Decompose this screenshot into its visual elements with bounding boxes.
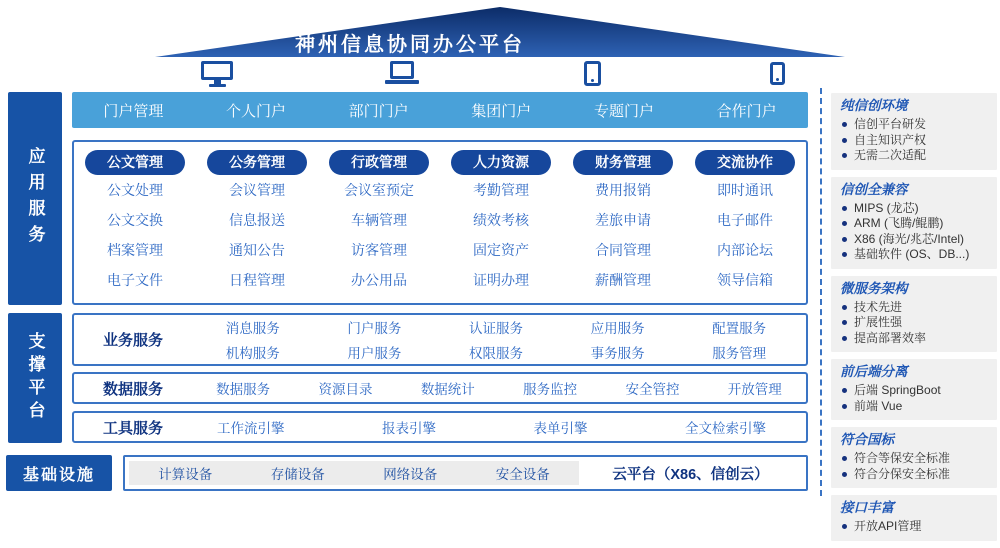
app-column bbox=[74, 142, 196, 303]
bullet-dot-icon bbox=[842, 524, 847, 529]
feature-bullet: 基础软件 (OS、DB...) bbox=[840, 247, 988, 263]
infrastructure-box bbox=[123, 455, 808, 491]
service-item: 数据服务 bbox=[216, 382, 271, 397]
feature-bullet: 提高部署效率 bbox=[840, 331, 988, 347]
tool-services-row bbox=[192, 417, 806, 437]
app-item: 日程管理 bbox=[229, 272, 285, 288]
bullet-dot-icon bbox=[842, 320, 847, 325]
service-item: 安全管控 bbox=[625, 382, 680, 397]
tablet-icon bbox=[572, 61, 612, 89]
app-item: 领导信箱 bbox=[717, 272, 773, 288]
service-item: 认证服务 bbox=[468, 321, 523, 336]
app-item: 公文处理 bbox=[107, 182, 163, 198]
portal-bar bbox=[72, 92, 808, 128]
service-item: 用户服务 bbox=[347, 346, 402, 361]
feature-bullet: 信创平台研发 bbox=[840, 117, 988, 133]
app-item: 电子邮件 bbox=[717, 212, 773, 228]
service-item: 表单引擎 bbox=[533, 421, 588, 436]
feature-bullet: 技术先进 bbox=[840, 300, 988, 316]
feature-section-title: 纯信创环境 bbox=[840, 98, 908, 113]
service-item: 资源目录 bbox=[318, 382, 373, 397]
category-pill: 公务管理 bbox=[207, 150, 307, 175]
bullet-dot-icon bbox=[842, 388, 847, 393]
service-item: 配置服务 bbox=[712, 321, 767, 336]
feature-section bbox=[831, 359, 997, 420]
service-item: 工作流引擎 bbox=[217, 421, 285, 436]
bullet-dot-icon bbox=[842, 153, 847, 158]
app-item: 费用报销 bbox=[595, 182, 651, 198]
app-column bbox=[196, 142, 318, 303]
feature-bullet: MIPS (龙芯) bbox=[840, 201, 988, 217]
bullet-dot-icon bbox=[842, 305, 847, 310]
portal-item: 门户管理 bbox=[103, 102, 164, 120]
data-services-row bbox=[192, 378, 806, 398]
feature-section-title: 符合国标 bbox=[840, 432, 894, 447]
feature-bullet: 符合等保安全标准 bbox=[840, 451, 988, 467]
feature-section-title: 接口丰富 bbox=[840, 500, 894, 515]
feature-section bbox=[831, 177, 997, 269]
device-item: 存储设备 bbox=[270, 467, 325, 482]
tool-services-box bbox=[72, 411, 808, 443]
app-item: 电子文件 bbox=[107, 272, 163, 288]
bullet-dot-icon bbox=[842, 206, 847, 211]
feature-bullet: 扩展性强 bbox=[840, 315, 988, 331]
app-item: 公文交换 bbox=[107, 212, 163, 228]
service-item: 服务监控 bbox=[523, 382, 578, 397]
category-pill: 交流协作 bbox=[695, 150, 795, 175]
app-item: 办公用品 bbox=[351, 272, 407, 288]
box-label: 业务服务 bbox=[102, 332, 163, 349]
feature-bullet: 后端 SpringBoot bbox=[840, 383, 988, 399]
feature-bullet: ARM (飞腾/鲲鹏) bbox=[840, 216, 988, 232]
service-item: 应用服务 bbox=[590, 321, 645, 336]
feature-section bbox=[831, 93, 997, 170]
feature-bullet: 符合分保安全标准 bbox=[840, 467, 988, 483]
layer-label-infrastructure: 基础设施 bbox=[6, 455, 112, 491]
service-item: 权限服务 bbox=[468, 346, 523, 361]
service-item: 服务管理 bbox=[712, 346, 767, 361]
app-item: 合同管理 bbox=[595, 242, 651, 258]
business-services-grid bbox=[192, 317, 806, 362]
feature-bullet: 无需二次适配 bbox=[840, 148, 988, 164]
layer-label-support-platform: 支撑平台 bbox=[8, 313, 62, 443]
app-item: 薪酬管理 bbox=[595, 272, 651, 288]
bullet-dot-icon bbox=[842, 472, 847, 477]
app-item: 车辆管理 bbox=[351, 212, 407, 228]
phone-icon bbox=[757, 61, 797, 89]
device-item: 安全设备 bbox=[495, 467, 550, 482]
data-services-box bbox=[72, 372, 808, 404]
service-item: 消息服务 bbox=[225, 321, 280, 336]
app-item: 访客管理 bbox=[351, 242, 407, 258]
device-item: 计算设备 bbox=[158, 467, 213, 482]
portal-item: 合作门户 bbox=[716, 102, 777, 120]
app-item: 证明办理 bbox=[473, 272, 529, 288]
feature-section bbox=[831, 276, 997, 353]
service-item: 门户服务 bbox=[347, 321, 402, 336]
application-services-box bbox=[72, 140, 808, 305]
feature-section-title: 微服务架构 bbox=[840, 280, 908, 296]
feature-section-title: 信创全兼容 bbox=[840, 181, 908, 197]
service-item: 全文检索引擎 bbox=[685, 421, 766, 436]
laptop-icon bbox=[382, 61, 422, 89]
bullet-dot-icon bbox=[842, 404, 847, 409]
desktop-icon bbox=[197, 61, 237, 89]
box-label: 数据服务 bbox=[102, 380, 163, 398]
app-column bbox=[684, 142, 806, 303]
app-item: 固定资产 bbox=[473, 242, 529, 258]
service-item: 机构服务 bbox=[225, 346, 280, 361]
bullet-dot-icon bbox=[842, 336, 847, 341]
business-services-box bbox=[72, 313, 808, 366]
app-item: 内部论坛 bbox=[717, 242, 773, 258]
service-item: 开放管理 bbox=[727, 382, 782, 397]
portal-item: 集团门户 bbox=[471, 102, 532, 120]
app-item: 通知公告 bbox=[229, 242, 285, 258]
feature-bullet: X86 (海光/兆芯/Intel) bbox=[840, 232, 988, 248]
app-item: 即时通讯 bbox=[717, 182, 773, 198]
bullet-dot-icon bbox=[842, 252, 847, 257]
service-item: 报表引擎 bbox=[382, 421, 436, 436]
bullet-dot-icon bbox=[842, 456, 847, 461]
device-item: 网络设备 bbox=[383, 467, 438, 482]
feature-section bbox=[831, 495, 997, 541]
portal-item: 个人门户 bbox=[225, 102, 286, 120]
feature-section bbox=[831, 427, 997, 488]
cloud-platform-label: 云平台（X86、信创云） bbox=[612, 466, 769, 483]
app-item: 绩效考核 bbox=[473, 212, 529, 228]
layer-label-application-services: 应用服务 bbox=[8, 92, 62, 305]
portal-item: 部门门户 bbox=[348, 102, 409, 120]
category-pill: 财务管理 bbox=[573, 150, 673, 175]
app-column bbox=[318, 142, 440, 303]
hardware-devices-strip bbox=[129, 461, 579, 485]
bullet-dot-icon bbox=[842, 221, 847, 226]
category-pill: 人力资源 bbox=[451, 150, 551, 175]
app-item: 差旅申请 bbox=[595, 212, 651, 228]
app-item: 考勤管理 bbox=[473, 182, 529, 198]
app-item: 信息报送 bbox=[229, 212, 285, 228]
bullet-dot-icon bbox=[842, 122, 847, 127]
right-feature-panel bbox=[831, 93, 997, 548]
bullet-dot-icon bbox=[842, 138, 847, 143]
category-pill: 公文管理 bbox=[85, 150, 185, 175]
service-item: 数据统计 bbox=[420, 382, 475, 397]
feature-bullet: 前端 Vue bbox=[840, 399, 988, 415]
feature-bullet: 开放API管理 bbox=[840, 519, 988, 535]
app-item: 会议室预定 bbox=[344, 182, 414, 198]
service-item: 事务服务 bbox=[590, 346, 645, 361]
app-item: 会议管理 bbox=[229, 182, 285, 198]
portal-item: 专题门户 bbox=[593, 102, 654, 120]
page-title: 神州信息协同办公平台 bbox=[295, 34, 525, 56]
category-pill: 行政管理 bbox=[329, 150, 429, 175]
feature-section-title: 前后端分离 bbox=[840, 364, 908, 379]
app-column bbox=[562, 142, 684, 303]
feature-bullet: 自主知识产权 bbox=[840, 133, 988, 149]
app-item: 档案管理 bbox=[107, 242, 163, 258]
dashed-divider bbox=[820, 88, 822, 496]
bullet-dot-icon bbox=[842, 237, 847, 242]
app-column bbox=[440, 142, 562, 303]
box-label: 工具服务 bbox=[102, 419, 163, 437]
